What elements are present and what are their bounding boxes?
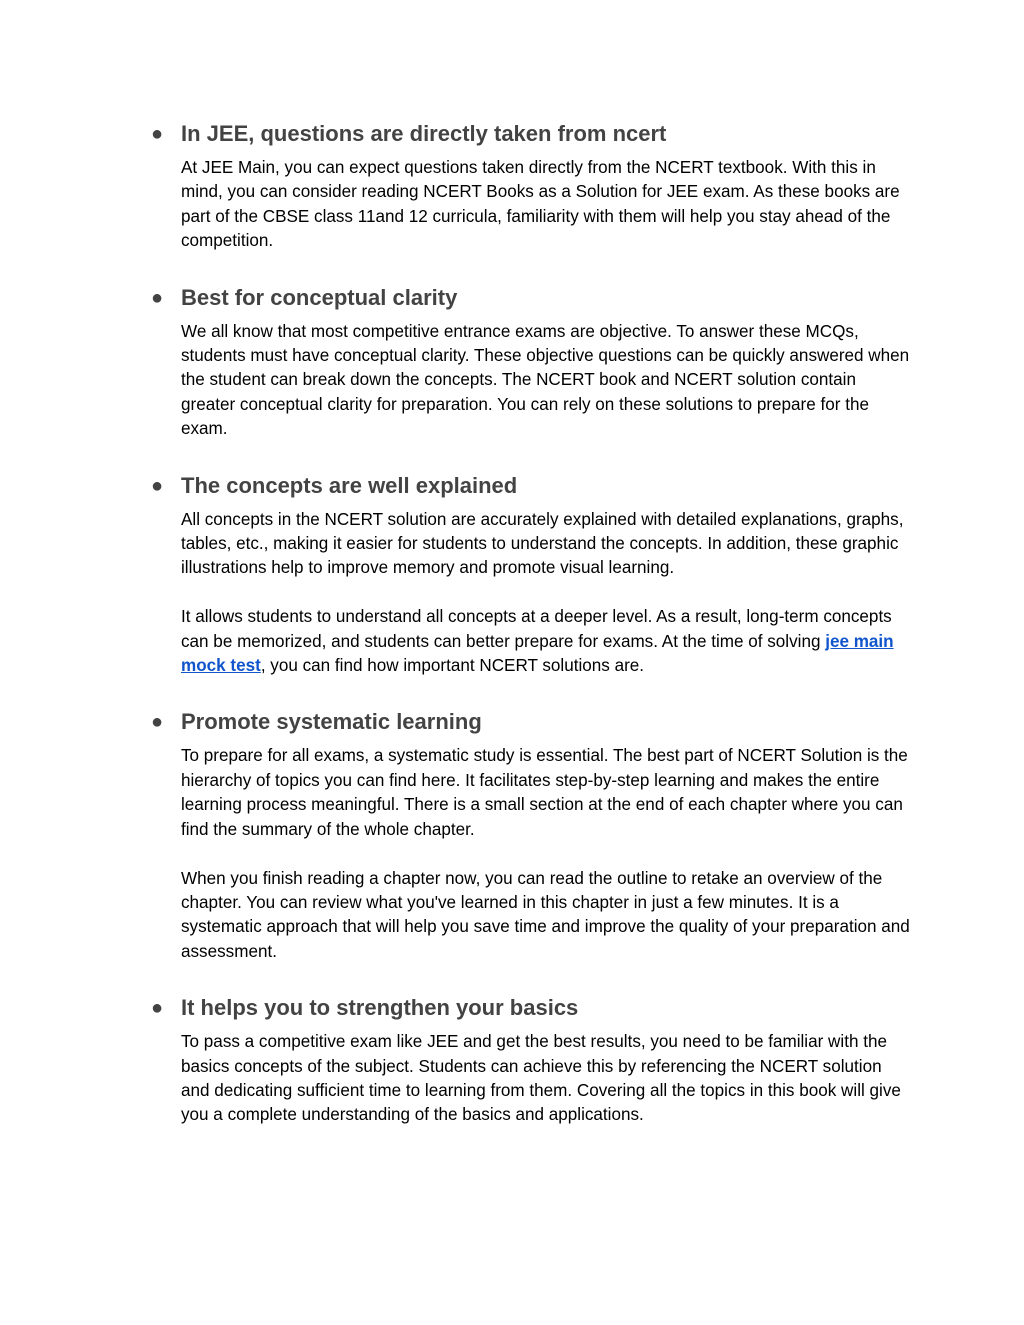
- section-jee-questions: [151, 118, 911, 254]
- section-paragraph: We all know that most competitive entrance exams are objective. To answer these MCQs, students must have conceptual clarity. These objective questions can be quickly answered when the student can break down the concepts. The NCERT book and NCERT solution contain greater conceptual clarity for preparation. You can rely on these solutions to prepare for the exam.: [181, 321, 910, 439]
- document-content: [151, 118, 911, 1156]
- section-strengthen-basics: [151, 992, 911, 1128]
- section-paragraph: To pass a competitive exam like JEE and get the best results, you need to be familiar with the basics concepts of the subject. Students can achieve this by referencing the NCERT solution and dedicating sufficient time to learning from them. Covering all the topics in this book will give you a complete understanding of the basics and applications.: [181, 1032, 901, 1125]
- section-heading: Best for conceptual clarity: [181, 284, 458, 310]
- jee-main-mock-test-link[interactable]: jee main mock test: [181, 631, 894, 676]
- bullet-icon: ●: [151, 474, 164, 497]
- section-paragraph-with-link: [181, 605, 911, 678]
- section-concepts-explained: [151, 470, 911, 679]
- section-paragraph: To prepare for all exams, a systematic study is essential. The best part of NCERT Solution is the hierarchy of topics you can find here. It facilitates step-by-step learning and makes the entire learning process meaningful. There is a small section at the end of each chapter where you can find the summary of the whole chapter.: [181, 746, 908, 839]
- bullet-icon: ●: [151, 997, 164, 1020]
- section-paragraph: At JEE Main, you can expect questions taken directly from the NCERT textbook. With this in mind, you can consider reading NCERT Books as a Solution for JEE exam. As these books are part of the CBSE class 11and 12 curricula, familiarity with them will help you stay ahead of the competition.: [181, 158, 900, 251]
- section-heading: The concepts are well explained: [181, 472, 518, 498]
- section-systematic-learning: [151, 706, 911, 964]
- bullet-icon: ●: [151, 286, 164, 309]
- section-heading: It helps you to strengthen your basics: [181, 995, 579, 1021]
- paragraph-text-before-link: It allows students to understand all concepts at a deeper level. As a result, long-term concepts can be memorized, and students can better prepare for exams. At the time of solving: [181, 607, 892, 651]
- section-paragraph: All concepts in the NCERT solution are accurately explained with detailed explanations, graphs, tables, etc., making it easier for students to understand the concepts. In addition, these graphic illustrations help to improve memory and promote visual learning.: [181, 509, 904, 578]
- bullet-icon: ●: [151, 123, 164, 145]
- section-conceptual-clarity: [151, 282, 911, 442]
- section-paragraph: When you finish reading a chapter now, you can read the outline to retake an overview of the chapter. You can review what you've learned in this chapter in just a few minutes. It is a systematic approach that will help you save time and improve the quality of your preparation and assessment.: [181, 868, 910, 961]
- bullet-icon: ●: [151, 711, 164, 734]
- section-heading: In JEE, questions are directly taken from ncert: [181, 121, 667, 146]
- paragraph-text-after-link: , you can find how important NCERT solutions are.: [260, 656, 645, 676]
- section-heading: Promote systematic learning: [181, 709, 482, 735]
